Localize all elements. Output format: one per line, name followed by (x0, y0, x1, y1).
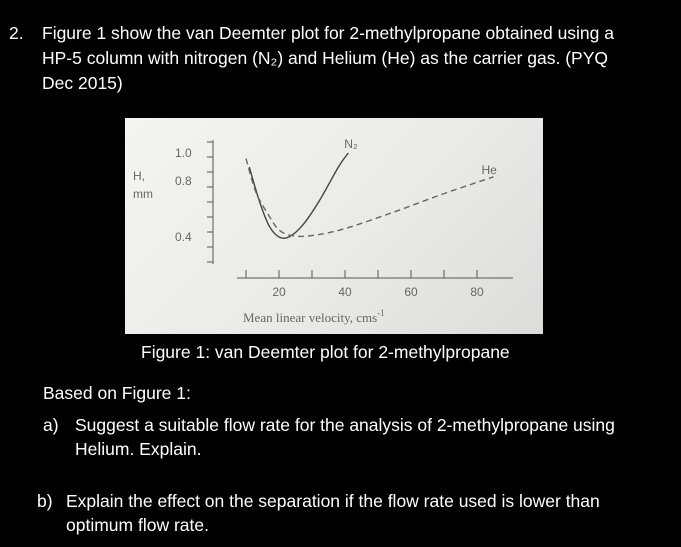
question-text-line: HP-5 column with nitrogen (N₂) and Helium (He) as the carrier gas. (PYQ (42, 48, 609, 68)
part-b-marker: b) (37, 491, 53, 511)
x-tick-label: 40 (338, 285, 352, 299)
series-line-n2 (249, 153, 348, 238)
based-on-heading: Based on Figure 1: (43, 383, 191, 403)
question-number: 2. (9, 23, 24, 43)
question-text-line: Figure 1 show the van Deemter plot for 2-methylpropane obtained using a (42, 23, 614, 43)
y-tick-label: 0.4 (175, 230, 192, 244)
part-a-text-line: Suggest a suitable flow rate for the analysis of 2-methylpropane using (75, 415, 615, 435)
x-tick-label: 20 (272, 285, 286, 299)
question-text-line: Dec 2015) (42, 73, 123, 93)
y-tick-label: 0.8 (175, 174, 192, 188)
x-axis-label: Mean linear velocity, cms$^{-1}$ (243, 308, 385, 325)
series-label-he: He (481, 163, 497, 177)
van-deemter-chart (125, 118, 543, 334)
x-tick-label: 80 (470, 285, 484, 299)
part-b-text-line: Explain the effect on the separation if the flow rate used is lower than (66, 491, 600, 511)
x-tick-label: 60 (404, 285, 418, 299)
part-b-text-line: optimum flow rate. (66, 515, 209, 535)
series-line-he (246, 159, 494, 237)
figure-caption: Figure 1: van Deemter plot for 2-methylpropane (141, 342, 510, 362)
y-tick-label: 1.0 (175, 146, 192, 160)
y-axis-label: mm (133, 187, 153, 201)
van-deemter-figure (125, 118, 543, 334)
series-label-n2: N₂ (344, 137, 358, 151)
part-a-marker: a) (43, 415, 59, 435)
part-a-text-line: Helium. Explain. (75, 439, 202, 459)
y-axis-label: H, (133, 169, 145, 183)
